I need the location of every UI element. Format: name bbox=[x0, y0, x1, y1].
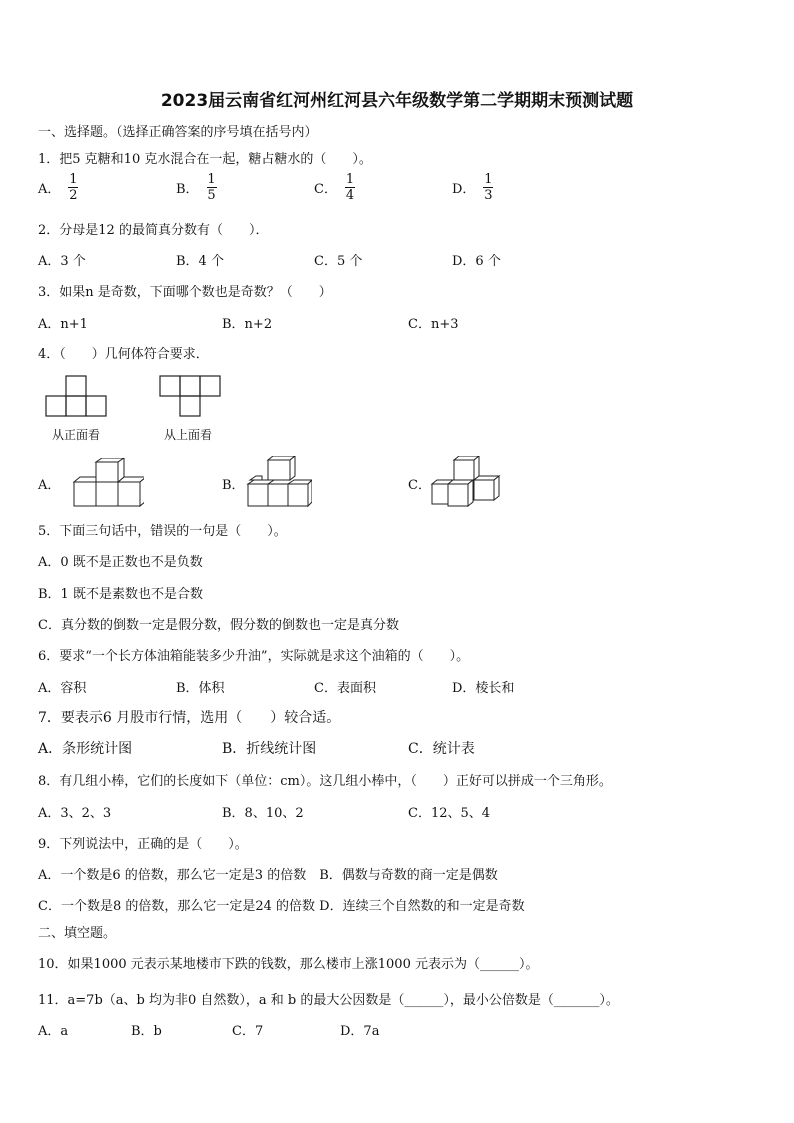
q2-option-c[interactable]: C．5 个 bbox=[314, 254, 363, 269]
q7-option-b[interactable]: B．折线统计图 bbox=[222, 741, 317, 757]
question-7: 7．要表示6 月股市行情，选用（ ）较合适。 bbox=[38, 710, 341, 726]
q11-option-c[interactable]: C．7 bbox=[232, 1024, 264, 1039]
q5-option-b[interactable]: B．1 既不是素数也不是合数 bbox=[38, 587, 203, 602]
question-3: 3．如果n 是奇数，下面哪个数也是奇数？（ ） bbox=[38, 285, 332, 300]
q1-option-c[interactable]: C． $\frac{1}{4}$ bbox=[314, 172, 355, 203]
q6-option-d[interactable]: D．棱长和 bbox=[452, 681, 515, 696]
q11-option-d[interactable]: D．7a bbox=[340, 1024, 380, 1039]
q5-option-c[interactable]: C．真分数的倒数一定是假分数，假分数的倒数也一定是真分数 bbox=[38, 618, 399, 633]
cube-figure-a bbox=[70, 458, 144, 510]
section-heading-fill: 二、填空题。 bbox=[38, 926, 117, 941]
q2-option-a[interactable]: A．3 个 bbox=[38, 254, 86, 269]
q3-option-c[interactable]: C．n+3 bbox=[408, 317, 459, 332]
question-4: 4．（ ）几何体符合要求． bbox=[38, 347, 209, 362]
q1-option-a[interactable]: A． $\frac{1}{2}$ bbox=[38, 172, 78, 203]
question-6: 6．要求“一个长方体油箱能装多少升油”，实际就是求这个油箱的（ ）。 bbox=[38, 649, 470, 664]
q6-option-b[interactable]: B．体积 bbox=[176, 681, 225, 696]
cube-figure-b bbox=[246, 456, 312, 510]
q11-option-a[interactable]: A．a bbox=[38, 1024, 69, 1039]
q4-option-b[interactable]: B． bbox=[222, 478, 245, 493]
q7-option-c[interactable]: C．统计表 bbox=[408, 741, 475, 757]
question-9: 9．下列说法中，正确的是（ ）。 bbox=[38, 837, 248, 852]
fraction: $\frac{1}{4}$ bbox=[345, 172, 355, 203]
question-5: 5．下面三句话中，错误的一句是（ ）。 bbox=[38, 524, 287, 539]
page-title: 2023届云南省红河州红河县六年级数学第二学期期末预测试题 bbox=[160, 91, 634, 111]
q5-option-a[interactable]: A．0 既不是正数也不是负数 bbox=[38, 555, 203, 570]
front-view-diagram bbox=[44, 372, 110, 418]
front-view-label: 从正面看 bbox=[52, 428, 101, 442]
q6-option-c[interactable]: C．表面积 bbox=[314, 681, 376, 696]
question-1: 1．把5 克糖和10 克水混合在一起，糖占糖水的（ ）。 bbox=[38, 152, 372, 167]
q3-option-a[interactable]: A．n+1 bbox=[38, 317, 88, 332]
question-10: 10．如果1000 元表示某地楼市下跌的钱数，那么楼市上涨1000 元表示为（______）。 bbox=[38, 957, 539, 972]
top-view-diagram bbox=[158, 374, 224, 420]
q9-options-row-1[interactable]: A．一个数是6 的倍数，那么它一定是3 的倍数 B．偶数与奇数的商一定是偶数 bbox=[38, 868, 498, 883]
cube-figure-c bbox=[430, 456, 502, 508]
fraction: $\frac{1}{2}$ bbox=[69, 172, 78, 203]
q1-option-b[interactable]: B． $\frac{1}{5}$ bbox=[176, 172, 216, 203]
top-view-label: 从上面看 bbox=[164, 428, 213, 442]
section-heading-choice: 一、选择题。（选择正确答案的序号填在括号内） bbox=[38, 125, 318, 140]
question-11: 11．a=7b（a、b 均为非0 自然数），a 和 b 的最大公因数是（______），最小公倍数是（_______）。 bbox=[38, 993, 619, 1008]
q1-option-d[interactable]: D． $\frac{1}{3}$ bbox=[452, 172, 493, 203]
q9-options-row-2[interactable]: C．一个数是8 的倍数，那么它一定是24 的倍数 D．连续三个自然数的和一定是奇数 bbox=[38, 899, 525, 914]
question-2: 2．分母是12 的最简真分数有（ ）． bbox=[38, 223, 269, 238]
fraction: $\frac{1}{5}$ bbox=[207, 172, 216, 203]
q8-option-c[interactable]: C．12、5、4 bbox=[408, 806, 491, 821]
q8-option-b[interactable]: B．8、10、2 bbox=[222, 806, 304, 821]
q4-option-c[interactable]: C． bbox=[408, 478, 431, 493]
q2-option-d[interactable]: D．6 个 bbox=[452, 254, 501, 269]
q4-option-a[interactable]: A． bbox=[38, 478, 61, 493]
q6-option-a[interactable]: A．容积 bbox=[38, 681, 87, 696]
question-8: 8．有几组小棒，它们的长度如下（单位：cm）。这几组小棒中，（ ）正好可以拼成一个三角形。 bbox=[38, 774, 612, 789]
q11-option-b[interactable]: B．b bbox=[131, 1024, 162, 1039]
q7-option-a[interactable]: A．条形统计图 bbox=[38, 741, 133, 757]
fraction: $\frac{1}{3}$ bbox=[484, 172, 493, 203]
q3-option-b[interactable]: B．n+2 bbox=[222, 317, 273, 332]
q8-option-a[interactable]: A．3、2、3 bbox=[38, 806, 112, 821]
q2-option-b[interactable]: B．4 个 bbox=[176, 254, 224, 269]
